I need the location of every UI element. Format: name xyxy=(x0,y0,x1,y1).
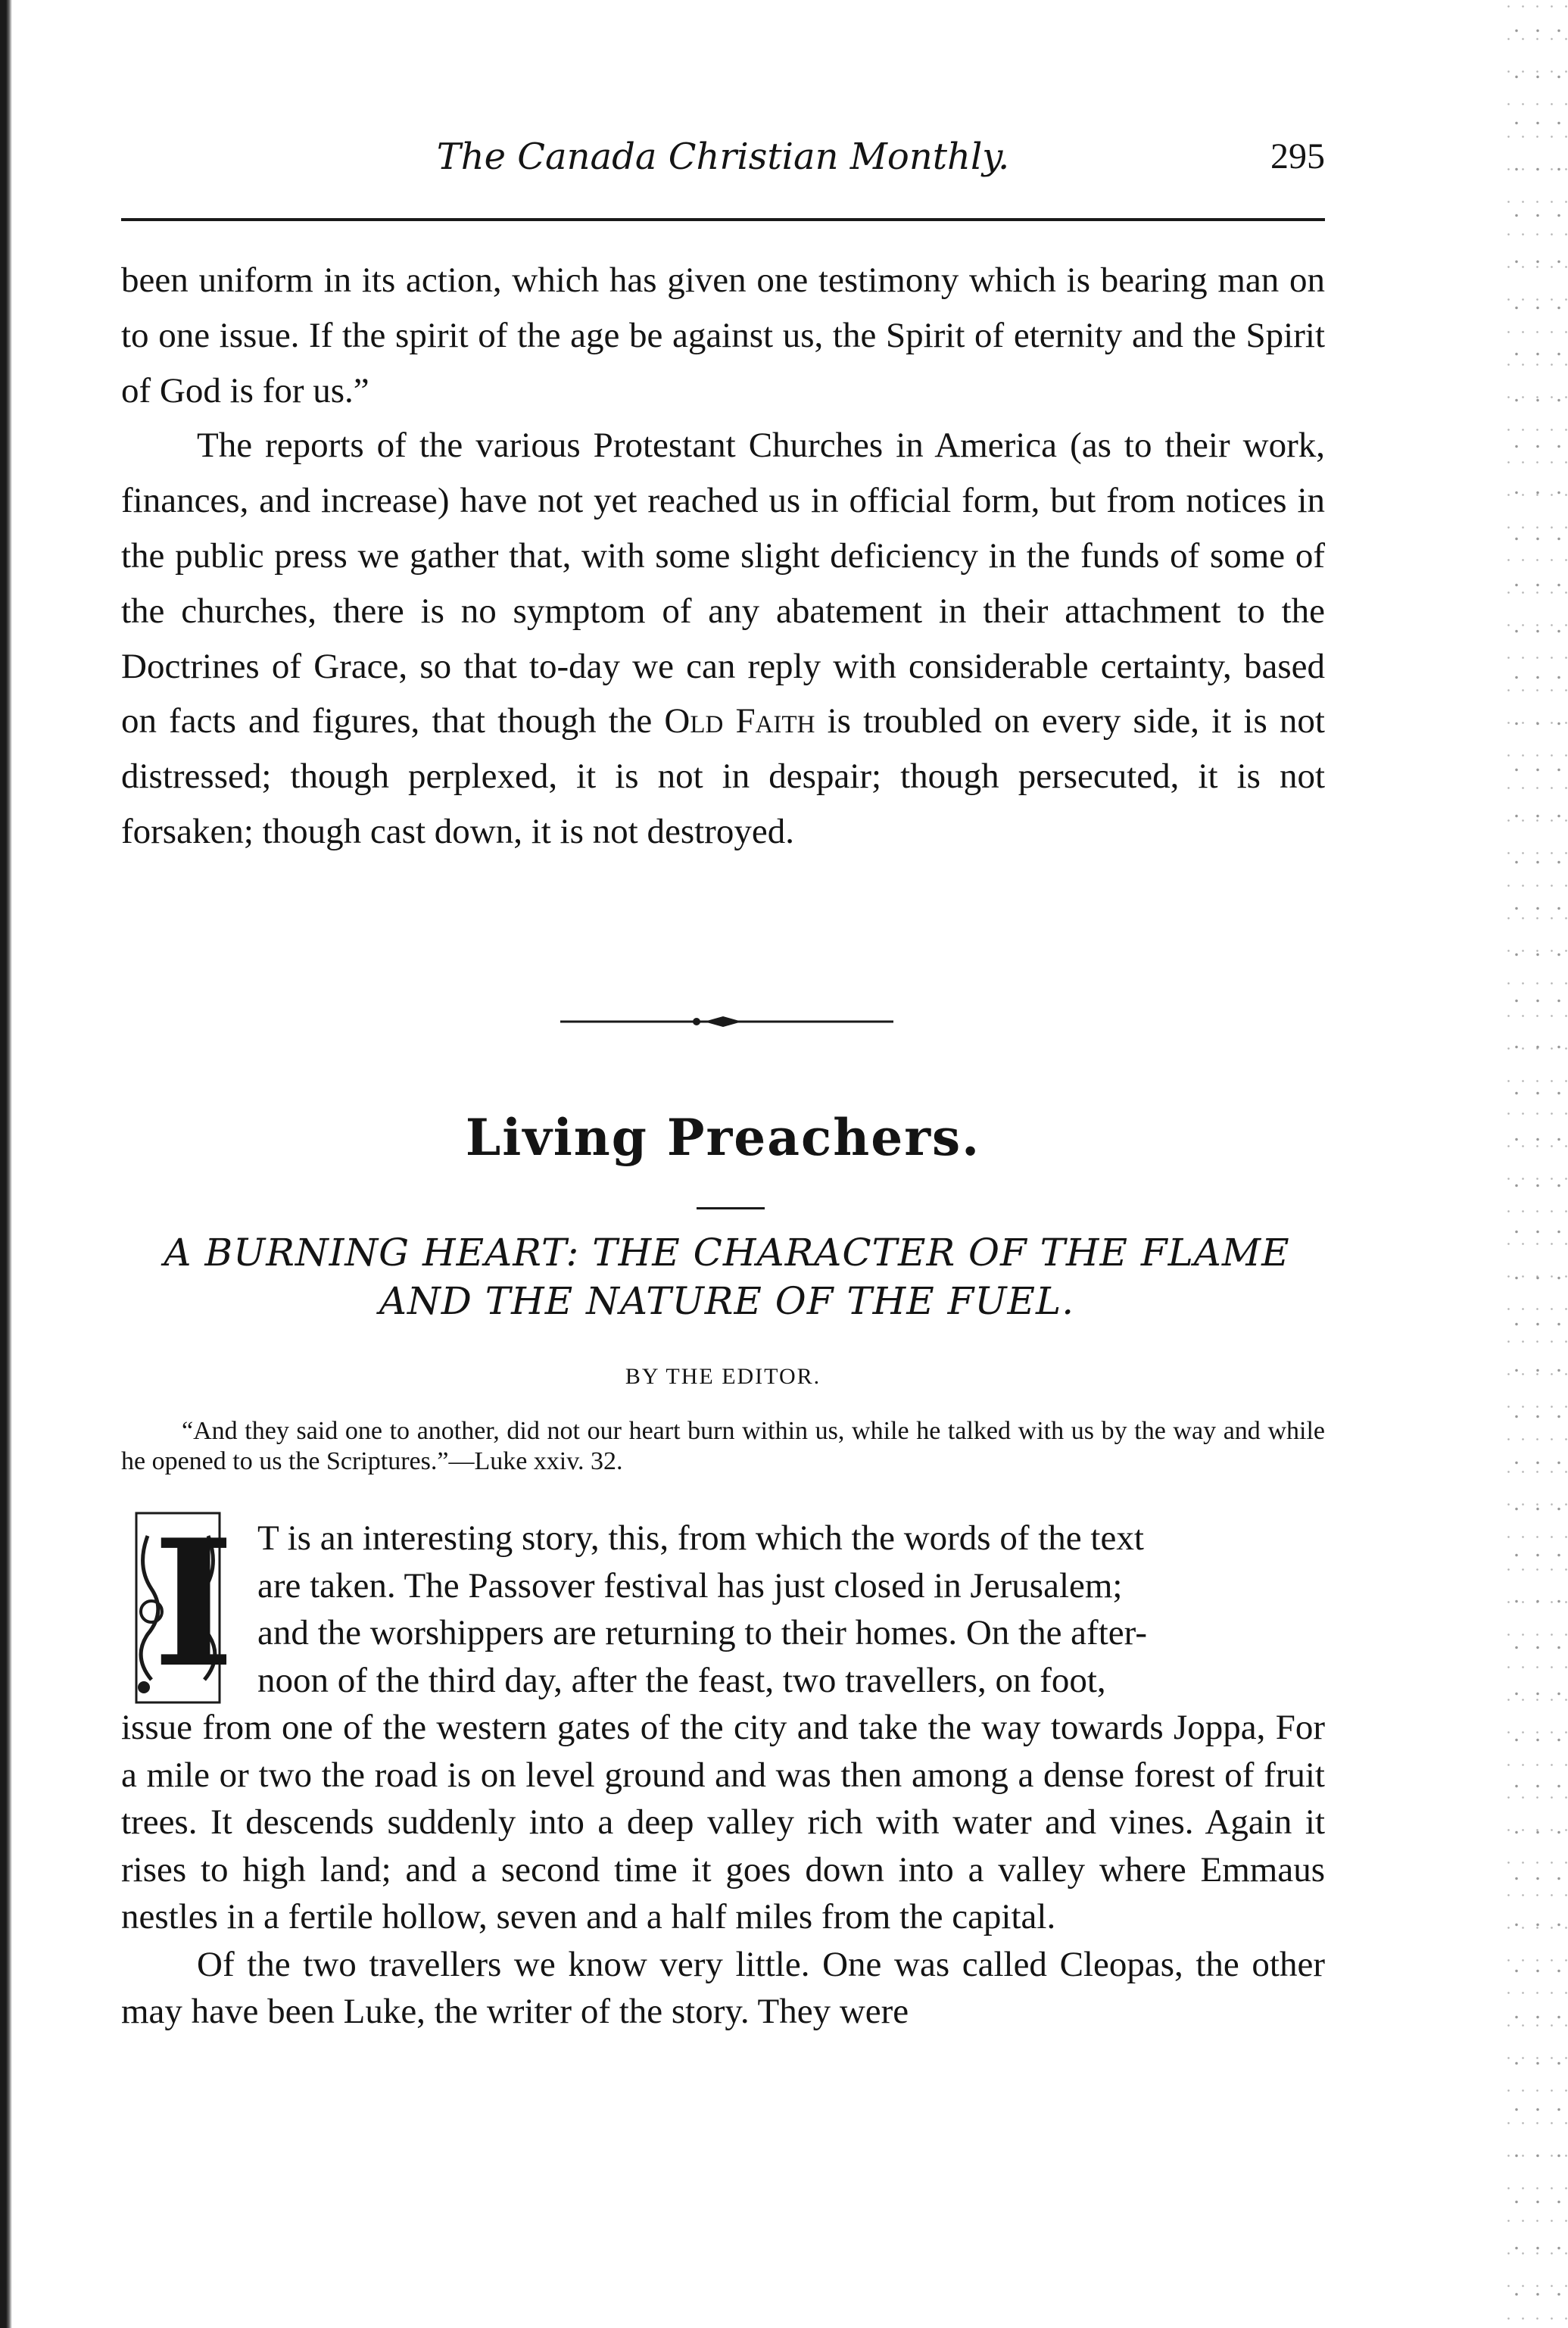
continued-text xyxy=(121,253,1325,860)
article-paragraph-1: issue from one of the western gates of the city and take the way towards Joppa, For a mile or two the road is on level ground and was then among a dense forest of fruit trees. It descends suddenly into a deep valley rich with water and vines. Again it rises to high land; and a second time it goes down into a valley where Emmaus nestles in a fertile hollow, seven and a half miles from the capital. xyxy=(121,1708,1325,1936)
continued-paragraph-1: been uniform in its action, which has given one testimony which is bearing man on to one issue. If the spirit of the age be against us, the Spirit of eternity and the Spirit of God is for us.” xyxy=(121,261,1325,410)
scan-speckle-edge xyxy=(1500,0,1568,2328)
drop-cap-line-1: T is an interesting story, this, from which the words of the text xyxy=(257,1518,1144,1558)
section-rule xyxy=(697,1207,765,1209)
running-head-title: The Canada Christian Monthly. xyxy=(436,136,1010,178)
drop-cap-line-3: and the worshippers are returning to their homes. On the after- xyxy=(257,1613,1147,1652)
header-rule xyxy=(121,218,1325,221)
article-title-line-2: AND THE NATURE OF THE FUEL. xyxy=(379,1279,1075,1323)
ornamental-divider xyxy=(560,1010,893,1033)
continued-paragraph-2 xyxy=(121,418,1325,859)
article-title-line-1: A BURNING HEART: THE CHARACTER OF THE FLAME xyxy=(164,1231,1290,1275)
continued-paragraph-2-end: is troubled on every side, it is not distressed; though perplexed, it is not in despair; though persecuted, it is not forsaken; though cast down, it is not destroyed. xyxy=(121,701,1325,851)
page-number: 295 xyxy=(1270,136,1325,176)
epigraph: “And they said one to another, did not our heart burn within us, while he talked with us by the way and while he opened to us the Scriptures.”—Luke xxiv. 32. xyxy=(121,1417,1325,1475)
article-body xyxy=(121,1515,1325,2036)
article-paragraph-2: Of the two travellers we know very little. One was called Cleopas, the other may have been Luke, the writer of the story. They were xyxy=(121,1944,1325,2031)
drop-cap-letter: I xyxy=(153,1502,235,1706)
old-faith-smallcaps: Old Faith xyxy=(664,701,815,741)
continued-paragraph-2-start: The reports of the various Protestant Churches in America (as to their work, finances, and increase) have not yet reached us in official form, but from notices in the public press we gather that, with some slight deficiency in the funds of some of the churches, there is no symptom of any abatement in their attachment to the Doctrines of Grace, so that to-day we can reply with considerable certainty, based on facts and figures, that though the xyxy=(121,426,1325,741)
article-title xyxy=(121,1228,1333,1325)
binding-edge xyxy=(0,0,12,2328)
drop-cap-line-4: noon of the third day, after the feast, two travellers, on foot, xyxy=(257,1660,1106,1700)
byline: BY THE EDITOR. xyxy=(625,1364,821,1389)
drop-cap-line-2: are taken. The Passover festival has just closed in Jerusalem; xyxy=(257,1565,1123,1606)
running-head xyxy=(121,130,1325,183)
section-heading: Living Preachers. xyxy=(465,1108,981,1167)
